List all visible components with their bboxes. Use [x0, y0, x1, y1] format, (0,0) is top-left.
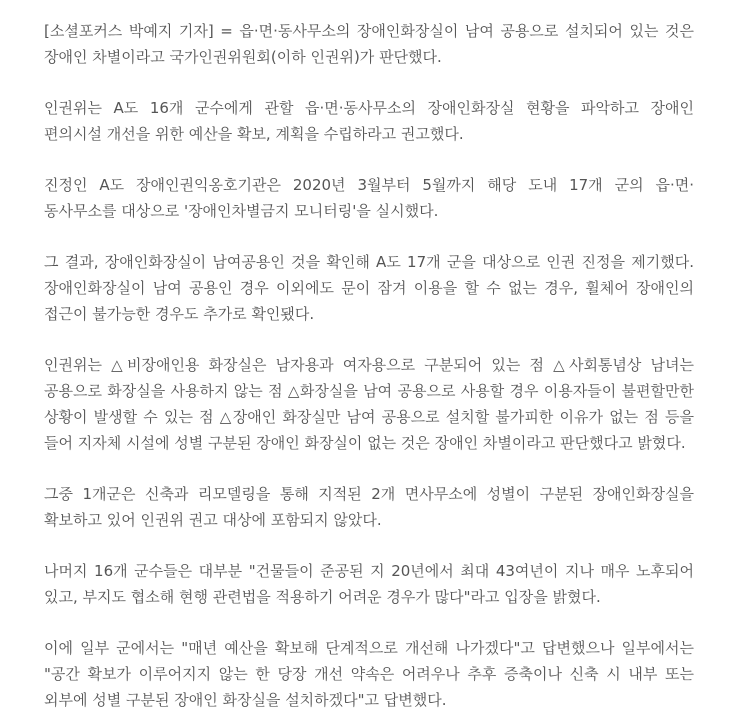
- paragraph-recommendation: 인권위는 A도 16개 군수에게 관할 읍·면·동사무소의 장애인화장실 현황을 파악하고 장애인 편의시설 개선을 위한 예산을 확보, 계획을 수립하라고 권고했다.: [44, 99, 694, 143]
- paragraph-lead: [소셜포커스 박예지 기자] = 읍·면·동사무소의 장애인화장실이 남여 공용으로 설치되어 있는 것은 장애인 차별이라고 국가인권위원회(이하 인권위)가 판단했다.: [44, 22, 694, 66]
- paragraph-complainant: 진정인 A도 장애인권익옹호기관은 2020년 3월부터 5월까지 해당 도내 17개 군의 읍·면·동사무소를 대상으로 '장애인차별금지 모니터링'을 실시했다.: [44, 176, 694, 220]
- paragraph-responses: 이에 일부 군에서는 "매년 예산을 확보해 단계적으로 개선해 나가겠다"고 답변했으나 일부에서는 "공간 확보가 이루어지지 않는 한 당장 개선 약속은 어려우나 추후 증축이나 신축 시 내부 또는 외부에 성별 구분된 장애인 화장실을 설치하겠다"고 답변했다.: [44, 639, 694, 709]
- paragraph-exception: 그중 1개군은 신축과 리모델링을 통해 지적된 2개 면사무소에 성별이 구분된 장애인화장실을 확보하고 있어 인권위 권고 대상에 포함되지 않았다.: [44, 485, 694, 529]
- paragraph-reasoning: 인권위는 △비장애인용 화장실은 남자용과 여자용으로 구분되어 있는 점 △사회통념상 남녀는 공용으로 화장실을 사용하지 않는 점 △화장실을 남여 공용으로 사용할 경우 이용자들이 불편할만한 상황이 발생할 수 있는 점 △장애인 화장실만 남여 공용으로 설치할 불가피한 이유가 없는 점 등을 들어 지자체 시설에 성별 구분된 장애인 화장실이 없는 것은 장애인 차별이라고 판단했다고 밝혔다.: [44, 356, 694, 452]
- paragraph-governors-position: 나머지 16개 군수들은 대부분 "건물들이 준공된 지 20년에서 최대 43여년이 지나 매우 노후되어 있고, 부지도 협소해 현행 관련법을 적용하기 어려운 경우가 많다"라고 입장을 밝혔다.: [44, 562, 694, 606]
- paragraph-result: 그 결과, 장애인화장실이 남여공용인 것을 확인해 A도 17개 군을 대상으로 인권 진정을 제기했다. 장애인화장실이 남여 공용인 경우 이외에도 문이 잠겨 이용을 할 수 없는 경우, 휠체어 장애인의 접근이 불가능한 경우도 추가로 확인됐다.: [44, 253, 694, 323]
